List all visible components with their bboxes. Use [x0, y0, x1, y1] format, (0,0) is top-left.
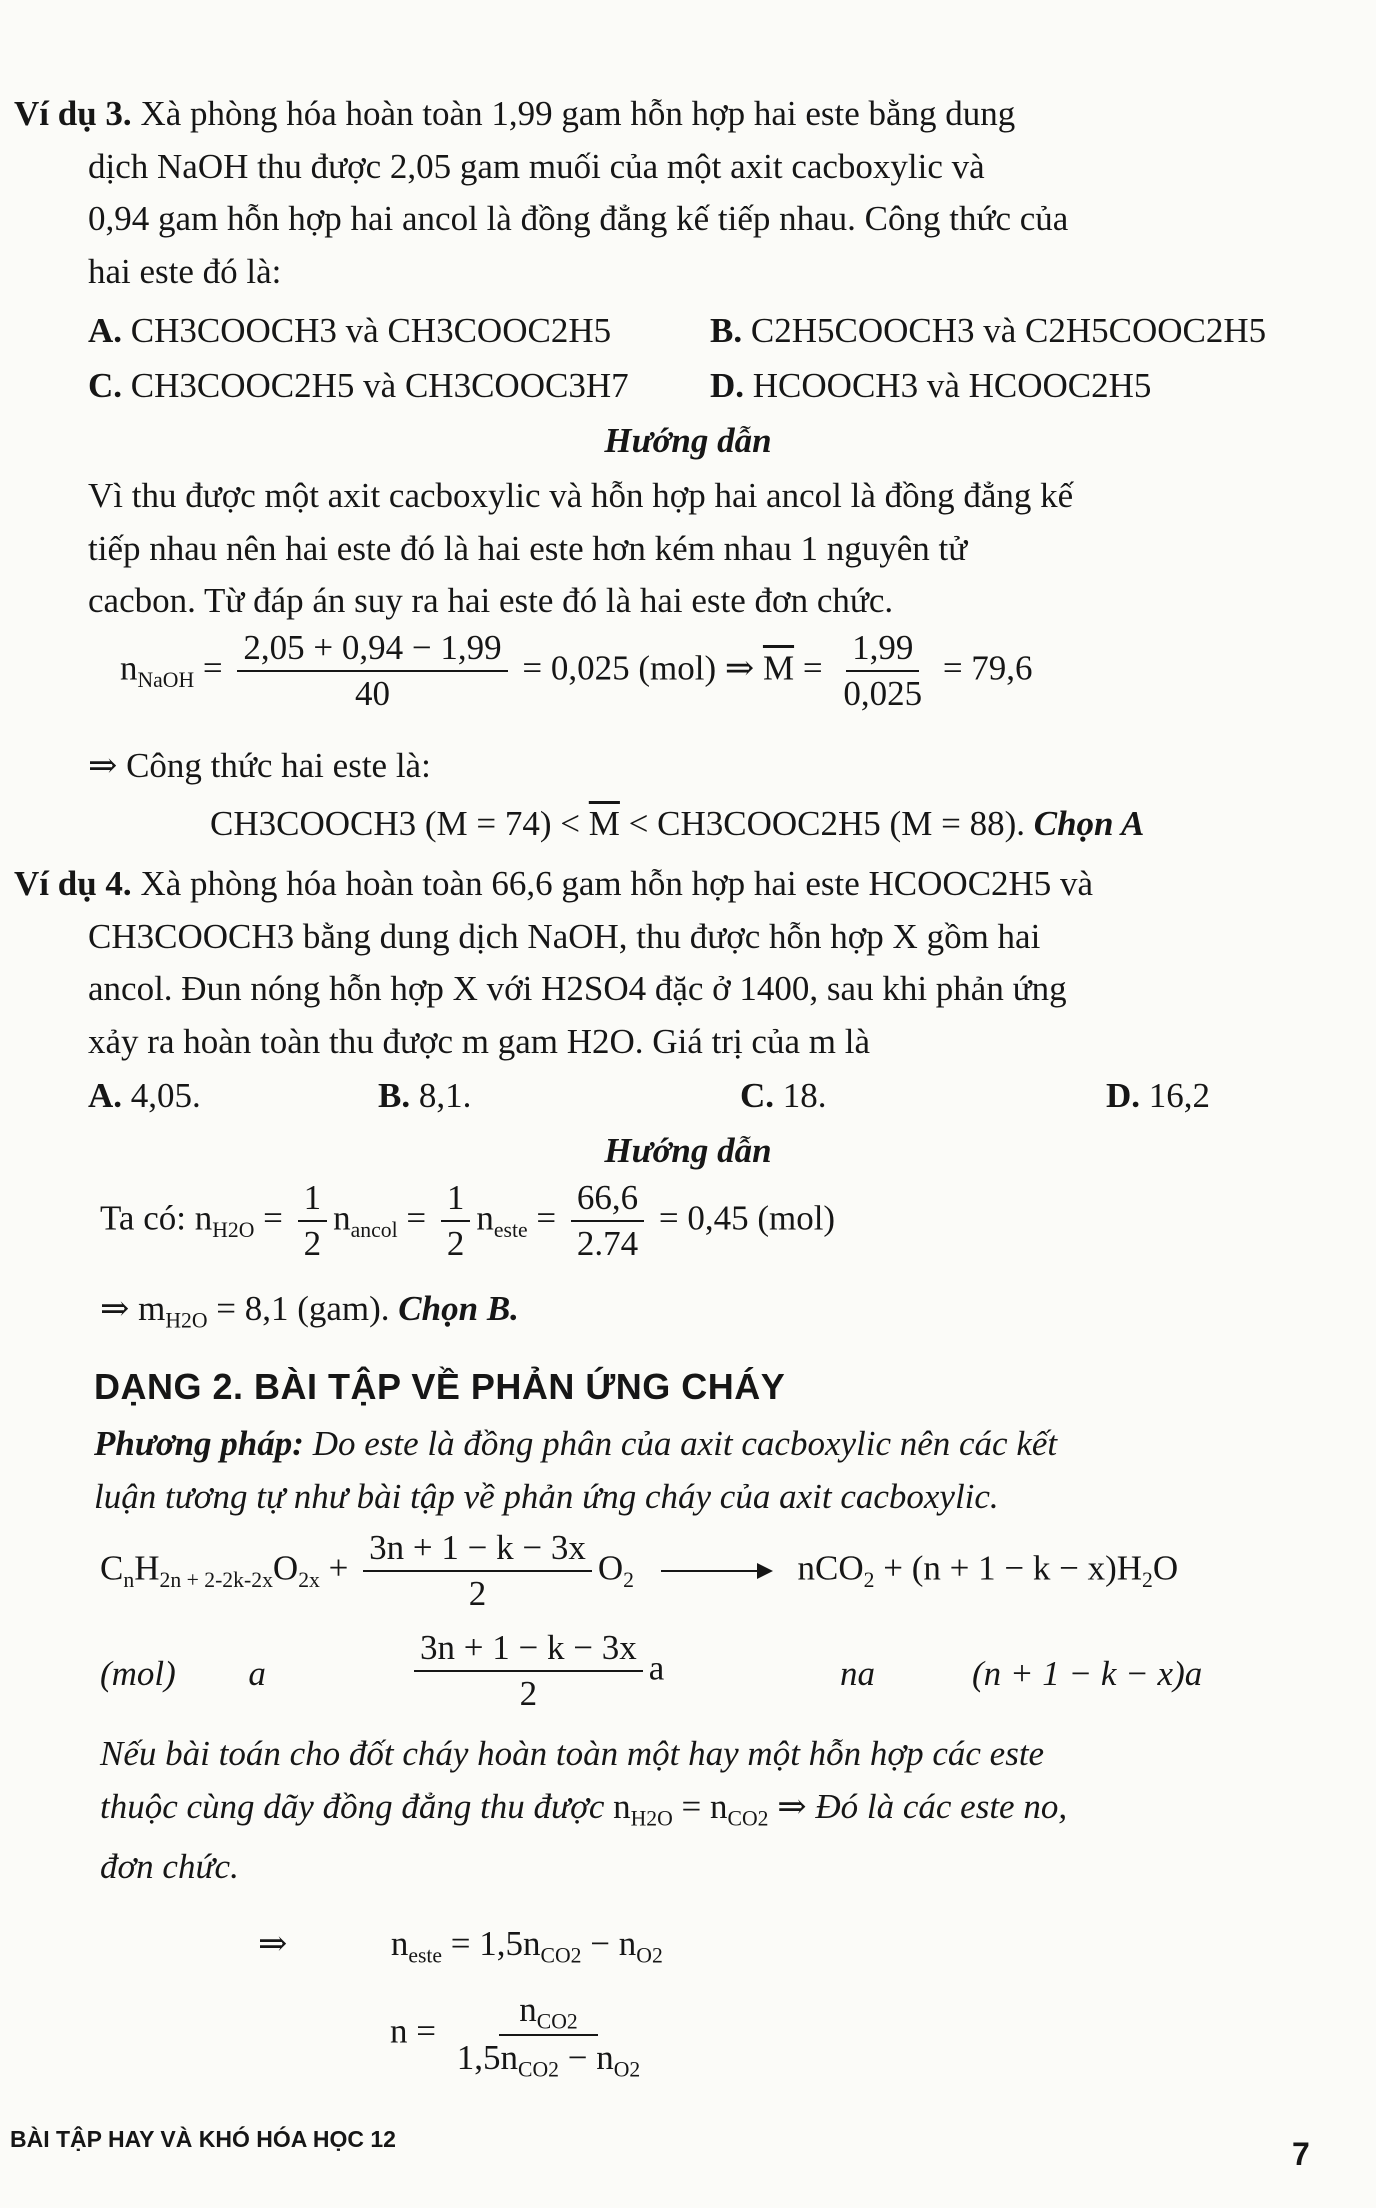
- example-4-option-c: C. 18.: [740, 1076, 827, 1115]
- example-3-equation: $n_{NaOH}$ = $\frac{2,05 + 0,94 - 1,99}{40}$ = 0,025 (mol) ⇒ M = $\frac{1,99}{0,025}$ = 79,6: [120, 628, 1033, 714]
- example-3-solution-line-2: tiếp nhau nên hai este đó là hai este hơn kém nhau 1 nguyên tử: [88, 528, 968, 568]
- average-mass-fraction: $\frac{1,99}{0,025}$: [843, 628, 923, 714]
- example-3-label: Ví dụ 3.: [14, 94, 132, 133]
- formula-line: CH3COOCH3 (M = 74) < M < CH3COOC2H5 (M = 88). Chọn A: [210, 804, 1145, 843]
- example-3-guide-title: Hướng dẫn: [604, 421, 772, 460]
- example-4-option-a: A. 4,05.: [88, 1076, 201, 1115]
- example-4-guide-title: Hướng dẫn: [604, 1131, 772, 1170]
- example-3-solution-line-3: cacbon. Từ đáp án suy ra hai este đó là hai este đơn chức.: [88, 581, 894, 620]
- method-label: Phương pháp:: [94, 1424, 304, 1463]
- answer-choice-4: Chọn B.: [398, 1289, 519, 1328]
- mass-result: ⇒ $m_{H2O} = 8,1$ (gam). Chọn B.: [100, 1289, 519, 1333]
- example-3-option-b: B. C2H5COOCH3 và C2H5COOC2H5: [710, 311, 1267, 350]
- example-3-line-3: 0,94 gam hỗn hợp hai ancol là đồng đẳng kế tiếp nhau. Công thức của: [88, 199, 1069, 238]
- example-4-label: Ví dụ 4.: [14, 864, 132, 903]
- example-4-option-b: B. 8,1.: [378, 1076, 472, 1115]
- example-4-option-d: D. 16,2: [1106, 1076, 1211, 1115]
- equation-fraction: $\frac{2,05 + 0,94 - 1,99}{40}$: [237, 628, 507, 715]
- example-3-line-4: hai este đó là:: [88, 251, 282, 291]
- example-4-line-4: xảy ra hoàn toàn thu được m gam H2O. Giá trị của m là: [88, 1021, 870, 1061]
- page-number: 7: [1292, 2136, 1310, 2172]
- reaction-arrow: [661, 1570, 771, 1572]
- example-3-line-2: dịch NaOH thu được 2,05 gam muối của một axit cacboxylic và: [88, 146, 985, 186]
- example-3-solution-line-1: Vì thu được một axit cacboxylic và hỗn hợp hai ancol là đồng đẳng kế: [88, 476, 1074, 515]
- example-4-calculation: Ta có: $n_{H2O}$ = $\frac{1}{2}$ $n_{ancol}$ = $\frac{1}{2}$ $n_{este}$ = $\frac{66,6}{2.74}$ = 0,45 (mol): [100, 1178, 836, 1264]
- formula-intro: ⇒ Công thức hai este là:: [88, 746, 431, 785]
- section-2-title: DẠNG 2. BÀI TẬP VỀ PHẢN ỨNG CHÁY: [94, 1366, 786, 1407]
- book-title-footer: BÀI TẬP HAY VÀ KHÓ HÓA HỌC 12: [10, 2126, 396, 2152]
- example-4-line-1: Xà phòng hóa hoàn toàn 66,6 gam hỗn hợp hai este HCOOC2H5 và: [140, 864, 1094, 903]
- example-4-line-2: CH3COOCH3 bằng dung dịch NaOH, thu được hỗn hợp X gồm hai: [88, 916, 1041, 956]
- example-3-solution: [0, 470, 1376, 628]
- note-paragraph: Nếu bài toán cho đốt cháy hoàn toàn một hay một hỗn hợp các este thuộc cùng dãy đồng đẳng thu được $n_{H2O} = n_{CO2}$ ⇒ Đó là các este no, đơn chức.: [100, 1734, 1068, 1886]
- formula-carbon-number: n = $\frac{n_{CO2}}{1,5n_{CO2} - n_{O2}}$: [390, 1990, 641, 2082]
- answer-choice: Chọn A: [1033, 804, 1145, 843]
- mole-ratio-row: (mol) a: [100, 1654, 266, 1693]
- mole-ratio-co2: na: [840, 1654, 875, 1693]
- example-3-line-1: Xà phòng hóa hoàn toàn 1,99 gam hỗn hợp hai este bằng dung: [140, 94, 1016, 133]
- example-3: [0, 88, 1376, 298]
- example-3-option-d: D. HCOOCH3 và HCOOC2H5: [710, 366, 1152, 405]
- example-4: [0, 858, 1376, 1068]
- mole-ratio-oxygen: $\frac{3n + 1 - k - 3x}{2}$ a: [408, 1628, 664, 1715]
- method-paragraph: Phương pháp: Do este là đồng phân của axit cacboxylic nên các kết luận tương tự như bài tập về phản ứng cháy của axit cacboxylic.: [94, 1424, 1058, 1516]
- example-3-option-a: A. CH3COOCH3 và CH3COOC2H5: [88, 311, 612, 350]
- example-4-line-3: ancol. Đun nóng hỗn hợp X với H2SO4 đặc ở 1400, sau khi phản ứng: [88, 969, 1067, 1008]
- formula-ester-moles: ⇒ $n_{este} = 1,5n_{CO2} - n_{O2}$: [258, 1924, 663, 1968]
- mole-ratio-h2o: (n + 1 − k − x)a: [972, 1654, 1203, 1693]
- example-3-option-c: C. CH3COOC2H5 và CH3COOC3H7: [88, 366, 629, 405]
- combustion-reaction: $C_nH_{2n + 2-2k-2x}O_{2x}$ + $\frac{3n + 1 - k - 3x}{2}$ $O_2$ $nCO_2 + (n + 1 - k - x)H_2O$: [100, 1528, 1179, 1614]
